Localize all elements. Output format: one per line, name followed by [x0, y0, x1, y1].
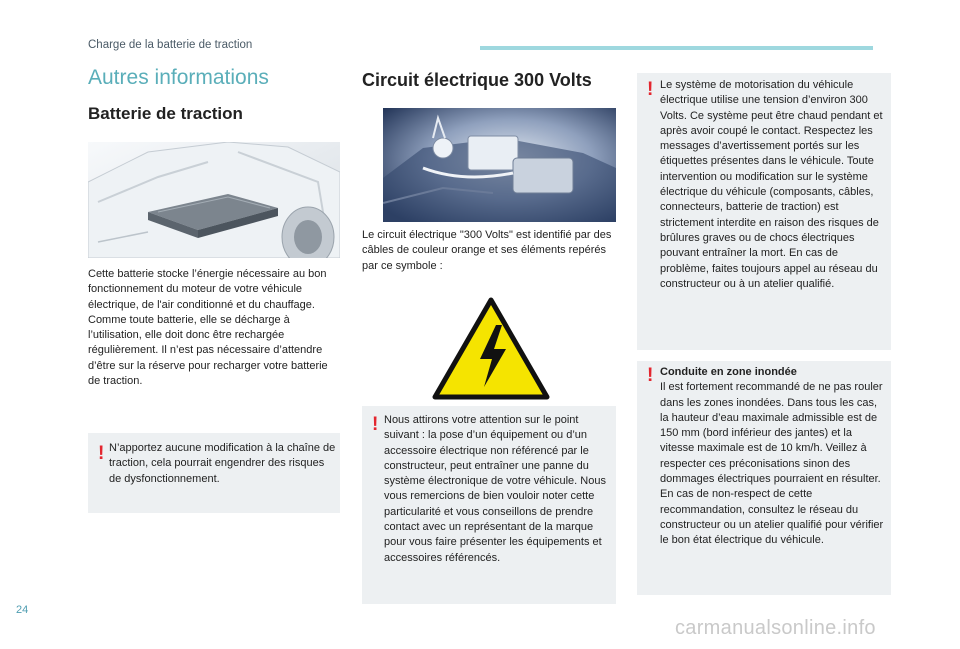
running-header: Charge de la batterie de traction: [88, 39, 253, 51]
header-accent-bar: [480, 46, 873, 50]
accessory-warning-text: Nous attirons votre attention sur le point suivant : la pose d’un équipement ou d’un accessoire électrique non référencé par le constructeur, peut entraîner une panne du système électronique de votre véhicule. Nous vous remercions de bien vouloir noter cette particularité et vous conseillons de prendre contact avec un représentant de la marque pour vous faire présenter les équipements et accessoires référencés.: [384, 414, 606, 564]
warning-exclamation-icon: !: [647, 365, 654, 386]
watermark: carmanualsonline.info: [675, 617, 876, 639]
warning-exclamation-icon: !: [372, 414, 379, 435]
circuit-description: Le circuit électrique "300 Volts" est identifié par des câbles de couleur orange et ses éléments repérés par ce symbole :: [362, 229, 612, 272]
flood-warning-text: Il est fortement recommandé de ne pas rouler dans les zones inondées. Dans tous les cas, la hauteur d’eau maximale admissible est de 150 mm (bord inférieur des jantes) et la vitesse maximale est de 10 km/h. Veillez à respecter ces préconisations sinon des dommages électriques pourraient en résulter. En cas de non-respect de cette recommandation, consultez le réseau du constructeur ou un atelier qualifié pour vérifier le bon état électrique du véhicule.: [660, 381, 884, 547]
page-number: 24: [16, 604, 29, 616]
warning-exclamation-icon: !: [98, 443, 105, 464]
flood-warning-content: [660, 365, 888, 549]
battery-heading: Batterie de traction: [88, 104, 243, 123]
battery-warning-box: [88, 433, 340, 513]
page-title: Autres informations: [88, 66, 269, 89]
flood-warning-box: [637, 361, 891, 595]
battery-description: Cette batterie stocke l’énergie nécessaire au bon fonctionnement du moteur de votre véhicule électrique, de l'air conditionné et du chauffage. Comme toute batterie, elle se décharge à l’utilisation, elle doit donc être rechargée régulièrement. Il n’est pas nécessaire d’attendre d’être sur la réserve pour recharger votre batterie de traction.: [88, 268, 328, 388]
warning-exclamation-icon: !: [647, 79, 654, 100]
voltage-warning-text: Le système de motorisation du véhicule électrique utilise une tension d’environ 300 Volts. Ce système peut être chaud pendant et après avoir coupé le contact. Respectez les messages d’avertissement portés sur les étiquettes présentes dans le véhicule. Toute intervention ou modification sur le système électrique du véhicule (composants, câbles, connecteurs, batterie de traction) est strictement interdite en raison des risques de brûlures graves ou de chocs électriques pouvant entraîner la mort. En cas de problème, faites toujours appel au réseau du constructeur ou à un atelier qualifié.: [660, 79, 883, 290]
flood-warning-title: Conduite en zone inondée: [660, 366, 797, 378]
traction-battery-illustration: [88, 142, 340, 258]
accessory-warning-box: [362, 406, 616, 604]
high-voltage-warning-icon: [432, 297, 550, 401]
circuit-heading: Circuit électrique 300 Volts: [362, 70, 592, 90]
battery-warning-text: N’apportez aucune modification à la chaîne de traction, cela pourrait engendrer des risques de dysfonctionnement.: [109, 442, 336, 485]
voltage-warning-box: [637, 73, 891, 350]
electric-circuit-illustration: [383, 108, 616, 222]
